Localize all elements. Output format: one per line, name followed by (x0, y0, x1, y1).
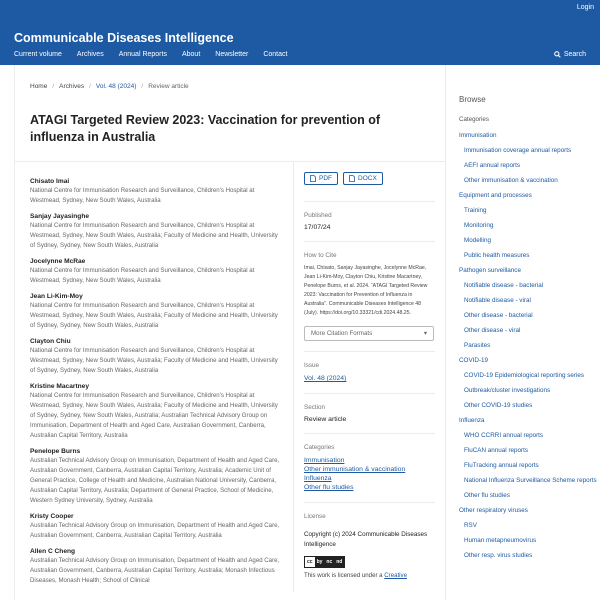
sidebar-category-link[interactable]: Immunisation coverage annual reports (464, 147, 572, 154)
published-block (304, 201, 435, 241)
nav-annual-reports[interactable]: Annual Reports (118, 51, 167, 58)
published-label: Published (304, 212, 332, 219)
author-name: Sanjay Jayasinghe (30, 213, 90, 220)
category-link[interactable]: Influenza (304, 475, 332, 482)
author-affiliation: National Centre for Immunisation Research and Surveillance, Children's Hospital at Westmead, Sydney, New South Wales, Australia; Faculty of Medicine and Health, University of Sydney, Sydney, New South Wales, Australia (30, 222, 278, 249)
sidebar (446, 65, 600, 600)
sidebar-category-link[interactable]: FluTracking annual reports (464, 462, 539, 469)
sidebar-category-link[interactable]: Outbreak/cluster investigations (464, 387, 551, 394)
author-affiliation: Australian Technical Advisory Group on Immunisation, Department of Health and Aged Care, Australian Government, Canberra, Australian Capital Territory, Australia; Monash Infectious Diseases, Monash Health; School of Clinical (30, 557, 280, 584)
author-affiliation: Australian Technical Advisory Group on Immunisation, Department of Health and Aged Care, Australian Government, Canberra, Australian Capital Territory, Australia (30, 522, 280, 539)
category-list (459, 131, 600, 561)
sidebar-category-link[interactable]: Other flu studies (464, 492, 510, 499)
author-affiliation: National Centre for Immunisation Research and Surveillance, Children's Hospital at Westmead, Sydney, New South Wales, Australia; Faculty of Medicine and Health, University of Sydney, Sydney, New South Wales, Australia; Australian Technical Advisory Group on Immunisation, Department of Health and Aged Care, Australian Government, Canberra, Australian Capital Territory, Australia (30, 392, 278, 439)
sidebar-category-link[interactable]: Human metapneumovirus (464, 537, 537, 544)
sidebar-category-link[interactable]: Other COVID-19 studies (464, 402, 533, 409)
sidebar-category-link[interactable]: Monitoring (464, 222, 494, 229)
sidebar-category-link[interactable]: RSV (464, 522, 477, 529)
issue-link[interactable]: Vol. 48 (2024) (304, 375, 347, 382)
section-label: Section (304, 404, 326, 411)
author (30, 512, 283, 541)
author (30, 177, 283, 206)
categories-label: Categories (304, 444, 335, 451)
copyright-text: Copyright (c) 2024 Communicable Diseases Intelligence (304, 531, 428, 548)
sidebar-category-link[interactable]: AEFI annual reports (464, 162, 521, 169)
chevron-down-icon: ▾ (423, 330, 427, 337)
breadcrumb-archives[interactable]: Archives (59, 83, 85, 90)
author-affiliation: National Centre for Immunisation Research and Surveillance, Children's Hospital at Westmead, Sydney, New South Wales, Australia (30, 187, 255, 204)
article-title: ATAGI Targeted Review 2023: Vaccination for prevention of influenza in Australia (30, 113, 381, 144)
author (30, 447, 283, 506)
author (30, 257, 283, 286)
nav-newsletter[interactable]: Newsletter (215, 51, 249, 58)
author-affiliation: National Centre for Immunisation Research and Surveillance, Children's Hospital at Westmead, Sydney, New South Wales, Australia; Faculty of Medicine and Health, University of Sydney, Sydney, New South Wales, Australia (30, 302, 278, 329)
license-link[interactable]: Creative (384, 572, 407, 579)
license-text-prefix: This work is licensed under a (304, 572, 385, 579)
pdf-label: PDF (319, 175, 332, 182)
docx-button[interactable] (343, 172, 383, 185)
search-icon (554, 51, 561, 58)
author-affiliation: National Centre for Immunisation Research and Surveillance, Children's Hospital at Westmead, Sydney, New South Wales, Australia (30, 267, 255, 284)
issue-label: Issue (304, 362, 320, 369)
cc-license-badge[interactable] (304, 556, 345, 568)
published-date: 17/07/24 (304, 224, 331, 231)
docx-label: DOCX (358, 175, 377, 182)
browse-heading: Browse (459, 95, 486, 104)
issue-block (304, 351, 435, 393)
cc-badge-cc: cc (307, 559, 313, 565)
author-name: Chisato Imai (30, 178, 70, 185)
license-label: License (304, 513, 326, 520)
sidebar-category-link[interactable]: Immunisation (459, 132, 497, 139)
author-name: Penelope Burns (30, 448, 81, 455)
breadcrumb: Home / Archives / Vol. 48 (2024) / Review article (30, 83, 189, 90)
citation-block (304, 241, 435, 351)
sidebar-category-link[interactable]: Other immunisation & vaccination (464, 177, 558, 184)
author-affiliation: National Centre for Immunisation Research and Surveillance, Children's Hospital at Westmead, Sydney, New South Wales, Australia; Faculty of Medicine and Health, University of Sydney, Sydney, New South Wales, Australia (30, 347, 278, 374)
category-link[interactable]: Other immunisation & vaccination (304, 466, 406, 473)
sidebar-category-link[interactable]: Pathogen surveillance (459, 267, 521, 274)
login-link[interactable]: Login (576, 4, 594, 11)
author-name: Clayton Chiu (30, 338, 71, 345)
sidebar-category-link[interactable]: Training (464, 207, 487, 214)
galley-links (304, 172, 435, 185)
sidebar-category-link[interactable]: COVID-19 (459, 357, 489, 364)
article-main (14, 65, 446, 600)
main-nav (14, 51, 287, 58)
nav-current-volume[interactable]: Current volume (14, 51, 62, 58)
site-title[interactable]: Communicable Diseases Intelligence (14, 31, 234, 45)
sidebar-categories-label: Categories (459, 116, 489, 123)
citation-format-dropdown[interactable] (304, 326, 434, 341)
author-name: Kristine Macartney (30, 383, 89, 390)
sidebar-category-link[interactable]: Equipment and processes (459, 192, 532, 199)
sidebar-category-link[interactable]: Other disease - viral (464, 327, 521, 334)
sidebar-category-link[interactable]: COVID-19 Epidemiological reporting series (464, 372, 585, 379)
sidebar-category-link[interactable]: Other resp. virus studies (464, 552, 533, 559)
sidebar-category-link[interactable]: Parasites (464, 342, 491, 349)
sidebar-category-link[interactable]: WHO CCRRI annual reports (464, 432, 544, 439)
breadcrumb-home[interactable]: Home (30, 83, 48, 90)
author (30, 337, 283, 376)
site-header (0, 0, 600, 65)
sidebar-category-link[interactable]: Other respiratory viruses (459, 507, 528, 514)
sidebar-category-link[interactable]: National Influenza Surveillance Scheme reports (464, 477, 597, 484)
sidebar-category-link[interactable]: Other disease - bacterial (464, 312, 533, 319)
document-icon (310, 175, 316, 182)
section-value: Review article (304, 416, 347, 423)
sidebar-category-link[interactable]: Notifiable disease - viral (464, 297, 531, 304)
pdf-button[interactable] (304, 172, 338, 185)
category-link[interactable]: Other flu studies (304, 484, 354, 491)
sidebar-category-link[interactable]: Modelling (464, 237, 491, 244)
citation-text: Imai, Chisato, Sanjay Jayasinghe, Jocelynne McRae, Jean Li-Kim-Moy, Clayton Chiu, Kristine Macartney, Penelope Burns, et al. 2024. “ATAGI Targeted Review 2023: Vaccination for Prevention of Influenza in Australia”. Communicable Diseases Intelligence 48 (July). https://doi.org/10.33321/cdi.2024.48.25. (304, 265, 428, 316)
author-list (15, 162, 294, 592)
author (30, 382, 283, 441)
breadcrumb-current: Review article (148, 83, 189, 90)
sidebar-category-link[interactable]: Influenza (459, 417, 485, 424)
section-block (304, 393, 435, 433)
sidebar-category-link[interactable]: Public health measures (464, 252, 530, 259)
nav-archives[interactable]: Archives (76, 51, 104, 58)
author-affiliation: Australian Technical Advisory Group on Immunisation, Department of Health and Aged Care, Australian Government, Canberra, Australian Capital Territory, Australia; Academic Unit of General Practice, College of Health and Medicine, Australian National University, Canberra, Australian Capital Territory, Australia; Department of General Practice, School of Medicine, Western Sydney University, Sydney, Australia (30, 457, 280, 504)
cc-badge-by: by (316, 559, 323, 565)
document-icon (349, 175, 355, 182)
author-name: Allen C Cheng (30, 548, 76, 555)
search-button[interactable] (554, 51, 586, 58)
search-label: Search (563, 51, 586, 58)
license-block (304, 502, 435, 589)
cc-badge-nd: nd (336, 559, 343, 565)
nav-contact[interactable]: Contact (263, 51, 288, 58)
author-name: Jean Li-Kim-Moy (30, 293, 83, 300)
article-meta (294, 162, 445, 592)
breadcrumb-issue[interactable]: Vol. 48 (2024) (95, 83, 137, 90)
author (30, 547, 283, 586)
author-name: Jocelynne McRae (30, 258, 86, 265)
author (30, 292, 283, 331)
sidebar-category-link[interactable]: FluCAN annual reports (464, 447, 529, 454)
categories-block (304, 433, 435, 502)
license-text (304, 572, 435, 579)
citation-format-label: More Citation Formats (311, 330, 373, 337)
nav-about[interactable]: About (181, 51, 201, 58)
category-link[interactable]: Immunisation (304, 457, 345, 464)
sidebar-category-link[interactable]: Notifiable disease - bacterial (464, 282, 544, 289)
author (30, 212, 283, 251)
cc-badge-nc: nc (326, 559, 333, 565)
author-name: Kristy Cooper (30, 513, 74, 520)
cite-label: How to Cite (304, 252, 337, 259)
